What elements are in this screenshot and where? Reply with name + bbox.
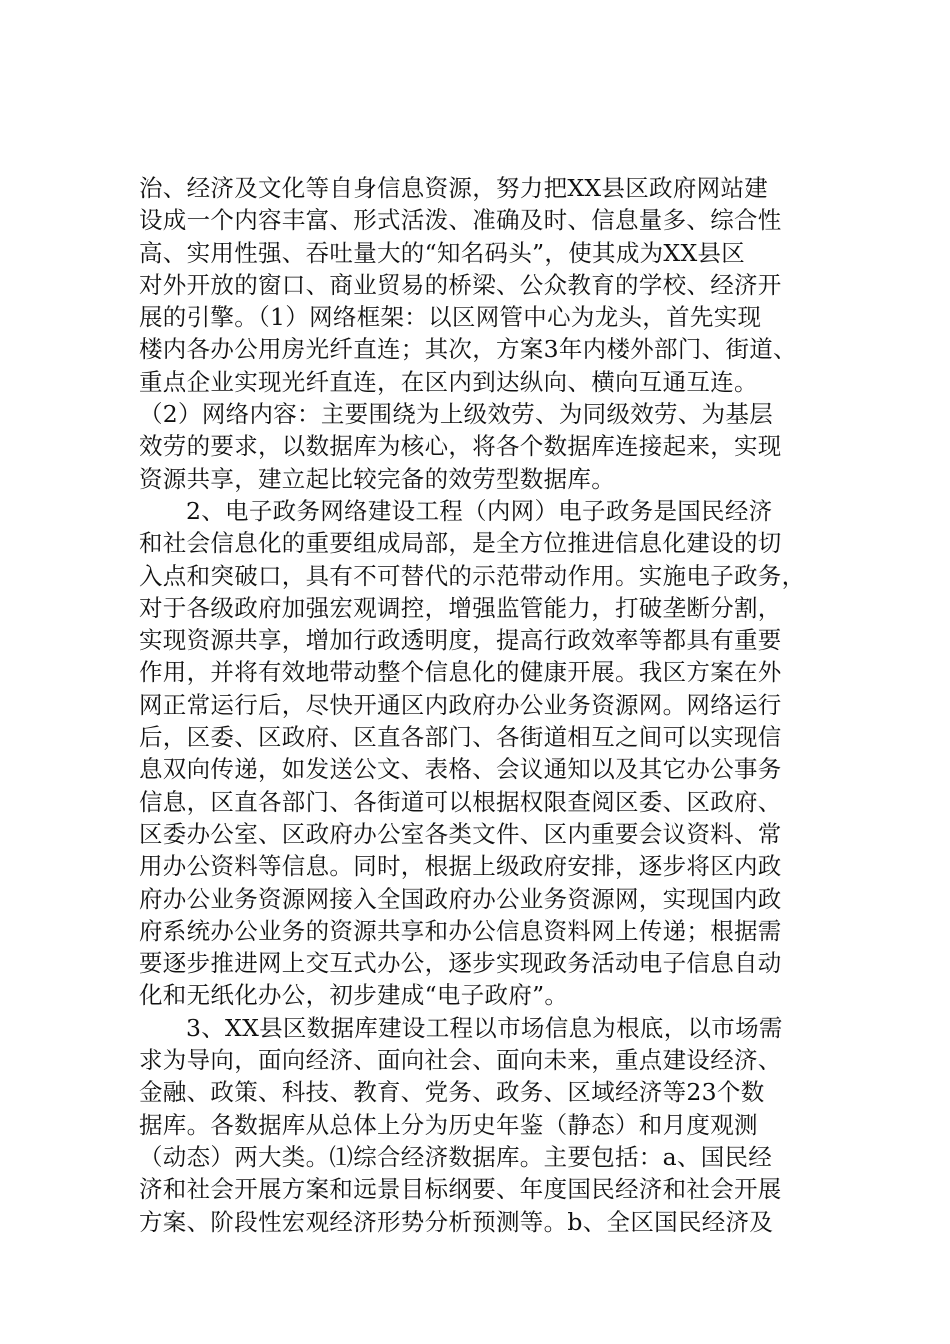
- text-line: 金融、政策、科技、教育、党务、政务、区域经济等23个数: [139, 1078, 765, 1107]
- text-line: 实现资源共享，增加行政透明度，提高行政效率等都具有重要: [139, 626, 782, 655]
- paragraph-start-line: 2、电子政务网络建设工程（内网）电子政务是国民经济: [186, 496, 773, 525]
- text-line: 效劳的要求，以数据库为核心，将各个数据库连接起来，实现: [139, 432, 782, 461]
- text-line: 设成一个内容丰富、形式活泼、准确及时、信息量多、综合性: [139, 206, 782, 235]
- text-line: 化和无纸化办公，初步建成“电子政府”。: [139, 981, 569, 1010]
- text-line: 后，区委、区政府、区直各部门、各街道相互之间可以实现信: [139, 723, 782, 752]
- text-line: 方案、阶段性宏观经济形势分析预测等。b、全区国民经济及: [139, 1207, 774, 1236]
- text-line: 要逐步推进网上交互式办公，逐步实现政务活动电子信息自动: [139, 949, 782, 978]
- text-line: 区委办公室、区政府办公室各类文件、区内重要会议资料、常: [139, 819, 782, 848]
- text-line: 息双向传递，如发送公文、表格、会议通知以及其它办公事务: [139, 755, 782, 784]
- paragraph-start-line: 3、XX县区数据库建设工程以市场信息为根底，以市场需: [186, 1013, 783, 1042]
- text-line: 府办公业务资源网接入全国政府办公业务资源网，实现国内政: [139, 884, 782, 913]
- text-line: 作用，并将有效地带动整个信息化的健康开展。我区方案在外: [139, 658, 782, 687]
- text-line: 对外开放的窗口、商业贸易的桥梁、公众教育的学校、经济开: [139, 270, 782, 299]
- text-line: 和社会信息化的重要组成局部，是全方位推进信息化建设的切: [139, 529, 782, 558]
- text-line: 重点企业实现光纤直连，在区内到达纵向、横向互通互连。: [139, 367, 758, 396]
- text-line: 求为导向，面向经济、面向社会、面向未来，重点建设经济、: [139, 1046, 782, 1075]
- text-line: 用办公资料等信息。同时，根据上级政府安排，逐步将区内政: [139, 852, 782, 881]
- text-line: 济和社会开展方案和远景目标纲要、年度国民经济和社会开展: [139, 1175, 782, 1204]
- text-line: 楼内各办公用房光纤直连；其次，方案3年内楼外部门、街道、: [139, 335, 797, 364]
- text-line: 展的引擎。（1）网络框架：以区网管中心为龙头，首先实现: [139, 303, 762, 332]
- text-line: （2）网络内容：主要围绕为上级效劳、为同级效劳、为基层: [139, 400, 774, 429]
- text-line: 信息，区直各部门、各街道可以根据权限查阅区委、区政府、: [139, 787, 782, 816]
- text-line: 资源共享，建立起比较完备的效劳型数据库。: [139, 464, 615, 493]
- text-line: 府系统办公业务的资源共享和办公信息资料网上传递；根据需: [139, 916, 782, 945]
- text-line: 网正常运行后，尽快开通区内政府办公业务资源网。网络运行: [139, 690, 782, 719]
- text-line: （动态）两大类。⑴综合经济数据库。主要包括：a、国民经: [139, 1142, 773, 1171]
- text-line: 入点和突破口，具有不可替代的示范带动作用。实施电子政务，: [139, 561, 806, 590]
- body-text: [139, 172, 829, 1238]
- text-line: 据库。各数据库从总体上分为历史年鉴（静态）和月度观测: [139, 1110, 758, 1139]
- text-line: 高、实用性强、吞吐量大的“知名码头”，使其成为XX县区: [139, 238, 746, 267]
- text-line: 治、经济及文化等自身信息资源，努力把XX县区政府网站建: [139, 174, 769, 202]
- text-line: 对于各级政府加强宏观调控，增强监管能力，打破垄断分割，: [139, 593, 782, 622]
